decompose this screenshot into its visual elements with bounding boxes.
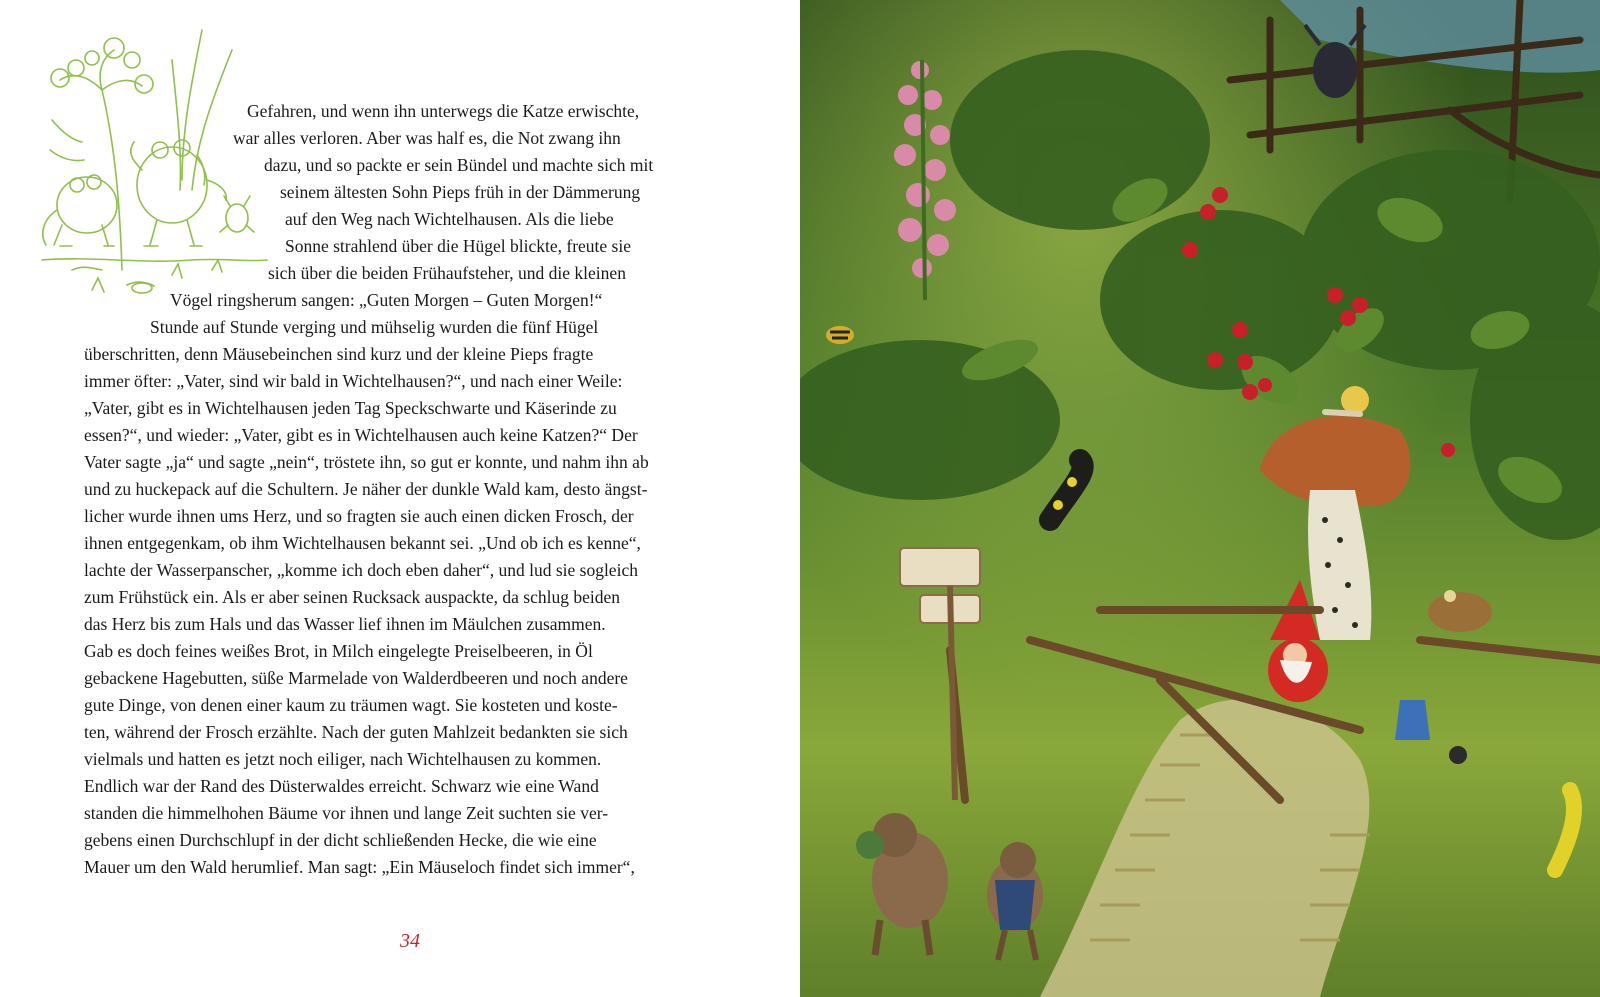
text-line: Sonne strahlend über die Hügel blickte, freute sie: [285, 236, 632, 256]
text-line: auf den Weg nach Wichtelhausen. Als die liebe: [285, 209, 614, 229]
text-line: Endlich war der Rand des Düsterwaldes erreicht. Schwarz wie eine Wand: [84, 776, 599, 796]
forest-gnome-mushroom-illustration: [800, 0, 1600, 997]
text-line: gute Dinge, von denen einer kaum zu träumen wagt. Sie kosteten und koste-: [84, 695, 618, 715]
text-line: Vögel ringsherum sangen: „Guten Morgen – Guten Morgen!“: [170, 290, 603, 310]
text-line: standen die himmelhohen Bäume vor ihnen und lange Zeit suchten sie ver-: [84, 803, 609, 823]
text-line: ten, während der Frosch erzählte. Nach der guten Mahlzeit bedankten sie sich: [84, 722, 628, 742]
text-line: ihnen entgegenkam, ob ihm Wichtelhausen bekannt sei. „Und ob ich es kenne“,: [84, 533, 641, 553]
text-line: Gefahren, und wenn ihn unterwegs die Katze erwischte,: [247, 101, 640, 121]
text-line: war alles verloren. Aber was half es, die Not zwang ihn: [233, 128, 621, 148]
text-line: Mauer um den Wald herumlief. Man sagt: „Ein Mäuseloch findet sich immer“,: [84, 857, 635, 877]
page-number: 34: [400, 930, 420, 952]
text-line: seinem ältesten Sohn Pieps früh in der Dämmerung: [280, 182, 641, 202]
text-line: immer öfter: „Vater, sind wir bald in Wichtelhausen?“, und nach einer Weile:: [84, 371, 623, 391]
text-line: überschritten, denn Mäusebeinchen sind kurz und der kleine Pieps fragte: [84, 344, 594, 364]
mice-family-sketch-icon: [32, 20, 272, 310]
text-line: Gab es doch feines weißes Brot, in Milch eingelegte Preiselbeeren, in Öl: [84, 641, 593, 661]
text-line: essen?“, und wieder: „Vater, gibt es in Wichtelhausen auch keine Katzen?“ Der: [84, 425, 638, 445]
text-line: „Vater, gibt es in Wichtelhausen jeden Tag Speckschwarte und Käserinde zu: [84, 398, 617, 418]
text-line: dazu, und so packte er sein Bündel und machte sich mit: [264, 155, 654, 175]
text-line: sich über die beiden Frühaufsteher, und die kleinen: [268, 263, 626, 283]
text-line: gebens einen Durchschlupf in der dicht schließenden Hecke, die wie eine: [84, 830, 597, 850]
text-line: und zu huckepack auf die Schultern. Je näher der dunkle Wald kam, desto ängst-: [84, 479, 648, 499]
text-line: gebackene Hagebutten, süße Marmelade von Walderdbeeren und noch andere: [84, 668, 628, 688]
text-line: Vater sagte „ja“ und sagte „nein“, tröstete ihn, so gut er konnte, und nahm ihn ab: [84, 452, 649, 472]
text-line: licher wurde ihnen ums Herz, und so fragten sie auch einen dicken Frosch, der: [84, 506, 634, 526]
text-line: lachte der Wasserpanscher, „komme ich doch eben daher“, und lud sie sogleich: [84, 560, 638, 580]
text-line: das Herz bis zum Hals und das Wasser lief ihnen im Mäulchen zusammen.: [84, 614, 606, 634]
text-line: Stunde auf Stunde verging und mühselig wurden die fünf Hügel: [150, 317, 599, 337]
text-line: vielmals und hatten es jetzt noch eiliger, nach Wichtelhausen zu kommen.: [84, 749, 602, 769]
text-line: zum Frühstück ein. Als er aber seinen Rucksack auspackte, da schlug beiden: [84, 587, 621, 607]
